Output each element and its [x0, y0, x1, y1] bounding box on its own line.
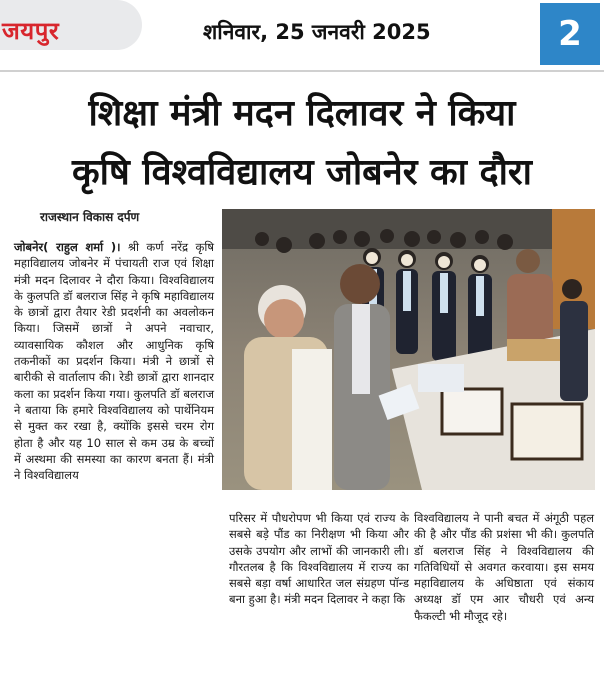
article-column-1 — [14, 239, 214, 483]
news-photo-illustration — [222, 209, 595, 490]
page-number-badge: 2 — [540, 3, 600, 65]
city-name: जयपुर — [2, 17, 60, 45]
column-1-text: श्री कर्ण नरेंद्र कृषि महाविद्यालय जोबनेर में पंचायती राज एवं शिक्षा मंत्री मदन दिलावर ने दौरा किया। विश्वविद्यालय के कुलपति डॉ बलराज सिंह ने कृषि महाविद्यालय के छात्रों द्वारा तैयार रेडी प्रदर्शनी का अवलोकन किया। जिसमें छात्रों ने अपने नवाचार, व्यावसायिक कौशल और आधुनिक कृषि तकनीकों का प्रदर्शन किया। मंत्री ने छात्रों से बारीकी से वार्तालाप की। रेडी छात्रों द्वारा शानदार कला का प्रदर्शन किया गया। कुलपति डॉ बलराज ने बताया कि हमारे विश्वविद्यालय को पार्थेनियम से मुक्त कर रखा है, क्योंकि इससे चरम रोग होता है और यह 10 साल से कम उम्र के बच्चों में अस्थमा की समस्या का कारण बनता हैं। मंत्री ने विश्वविद्यालय — [14, 240, 214, 483]
headline-line-2: कृषि विश्वविद्यालय जोबनेर का दौरा — [72, 152, 532, 193]
article-column-3: विश्वविद्यालय ने पानी बचत में अंगूठी पहल की है और पौंड की प्रशंसा भी की। कुलपति डॉ बलराज सिंह ने विश्वविद्यालय की गतिविधियों से अवगत करवाया। इस समय महाविद्यालय के अधिष्ठाता एवं संकाय अध्यक्ष डॉ एम आर चौधरी एवं अन्य फैकल्टी भी मौजूद रहे। — [414, 511, 594, 623]
headline-line-1: शिक्षा मंत्री मदन दिलावर ने किया — [88, 93, 516, 134]
header-city-tab — [0, 0, 142, 50]
news-photo — [222, 209, 595, 490]
byline: राजस्थान विकास दर्पण — [40, 210, 140, 224]
header-divider — [0, 70, 604, 72]
dateline: जोबनेर( राहुल शर्मा )। — [14, 240, 121, 254]
issue-date: शनिवार, 25 जनवरी 2025 — [203, 20, 431, 44]
headline — [12, 84, 592, 202]
article-column-2: परिसर में पौधरोपण भी किया एवं राज्य के सबसे बड़े पौंड का निरीक्षण भी किया और उसके उपयोग और लाभों की जानकारी ली। गौरतलब है कि विश्वविद्यालय में राज्य का सबसे बड़ा वर्षा आधारित जल संग्रहण पॉन्ड बना हुआ है। मंत्री मदन दिलावर ने कहा कि — [229, 511, 409, 607]
